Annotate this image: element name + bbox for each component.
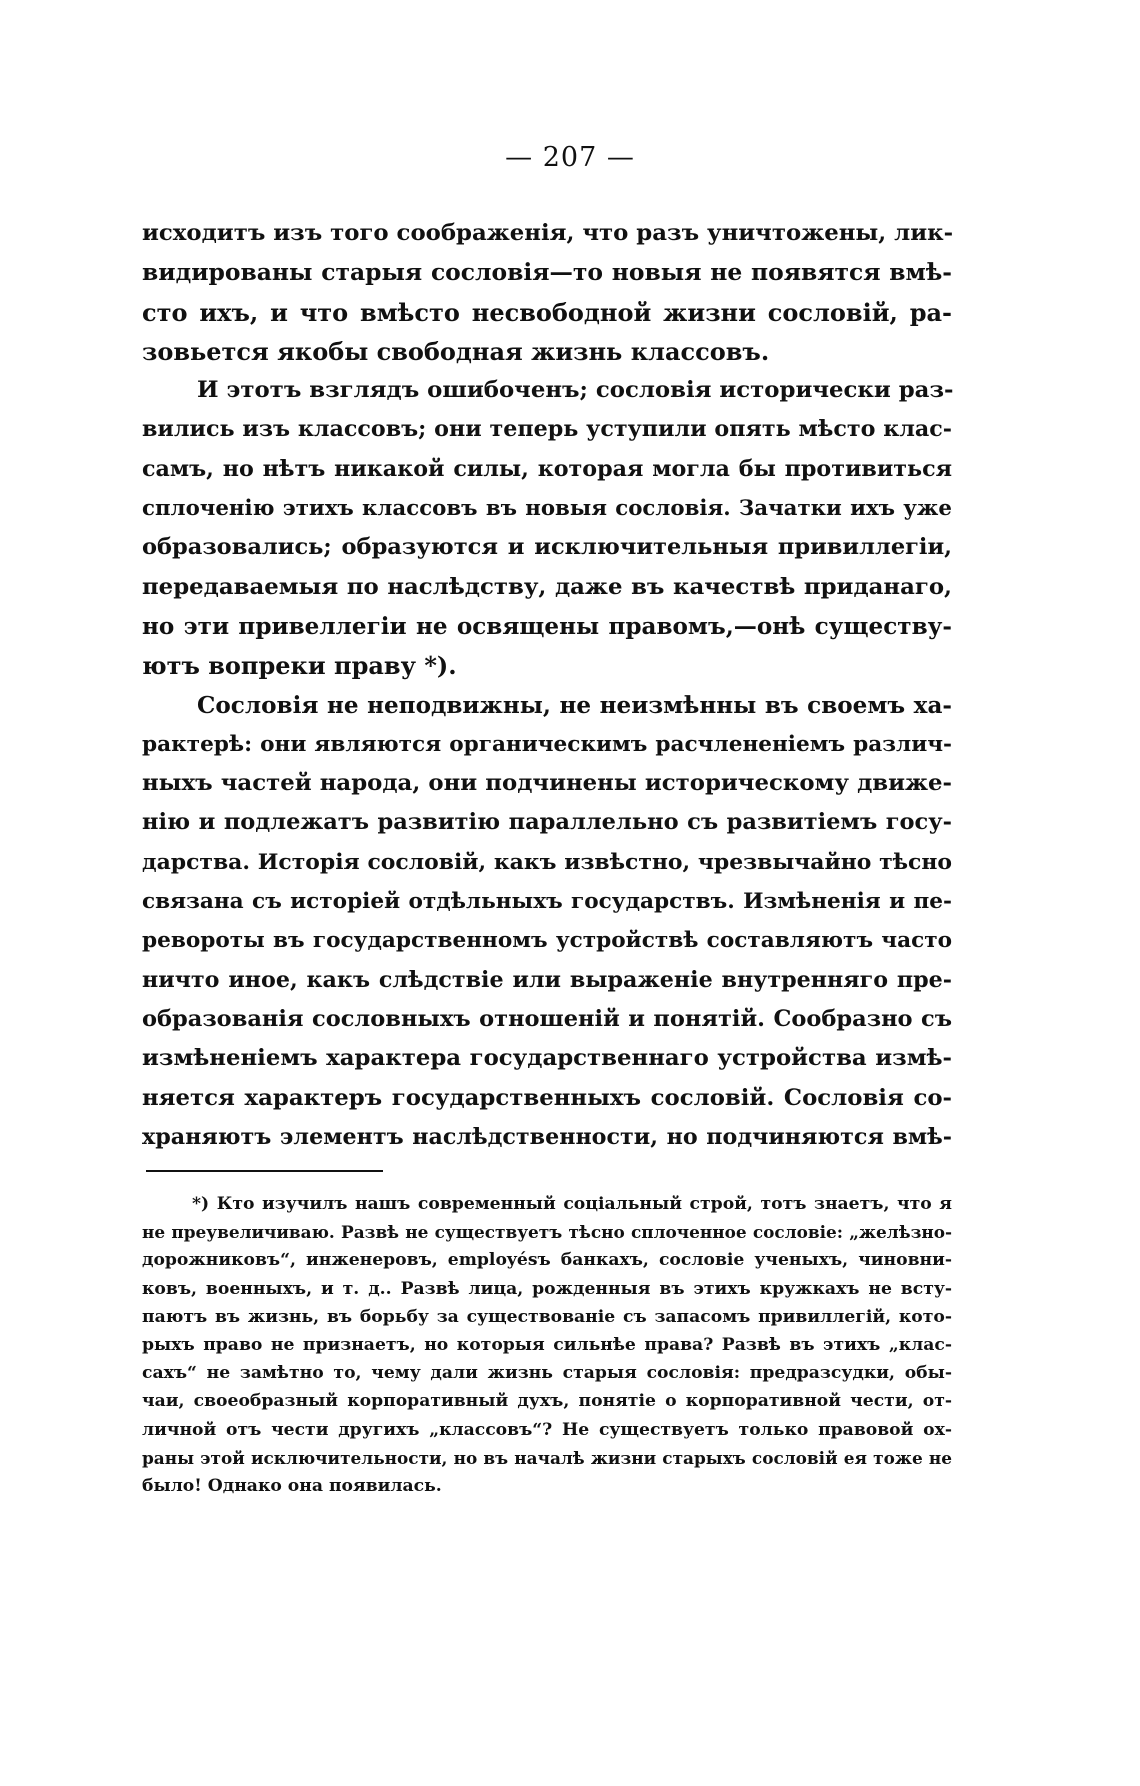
- text-line: И этотъ взглядъ ошибоченъ; сословія исторически раз-: [197, 377, 954, 404]
- footnote-line: чаи, своеобразный корпоративный духъ, понятіе о корпоративной чести, от-: [142, 1391, 952, 1412]
- text-line: няется характеръ государственныхъ сословій. Сословія со-: [142, 1084, 952, 1111]
- footnote-line: раны этой исключительности, но въ началѣ жизни старыхъ сословій ея тоже не: [142, 1447, 952, 1468]
- text-line: передаваемыя по наслѣдству, даже въ качествѣ приданаго,: [142, 573, 952, 600]
- text-line: рактерѣ: они являются органическимъ расчлененіемъ различ-: [142, 731, 952, 757]
- text-line: ютъ вопреки праву *).: [142, 651, 457, 681]
- footnote-line: рыхъ право не признаетъ, но которыя сильнѣе права? Развѣ въ этихъ „клас-: [142, 1334, 952, 1355]
- text-line: но эти привеллегіи не освящены правомъ,—онѣ существу-: [142, 612, 952, 640]
- text-line: Сословія не неподвижны, не неизмѣнны въ своемъ ха-: [197, 691, 952, 719]
- footnote-line: не преувеличиваю. Развѣ не существуетъ тѣсно сплоченное сословіе: „желѣзно-: [142, 1222, 952, 1243]
- text-line: нію и подлежатъ развитію параллельно съ развитіемъ госу-: [142, 809, 952, 836]
- text-line: сплоченію этихъ классовъ въ новыя сословія. Зачатки ихъ уже: [142, 496, 952, 522]
- text-line: образовались; образуются и исключительныя привиллегіи,: [142, 534, 952, 561]
- footnote-line: *) Кто изучилъ нашъ современный соціальный строй, тотъ знаетъ, что я: [192, 1194, 952, 1214]
- text-line: исходитъ изъ того соображенія, что разъ уничтожены, лик-: [142, 220, 954, 246]
- footnote-line: сахъ“ не замѣтно то, чему дали жизнь старыя сословія: предразсудки, обы-: [142, 1363, 952, 1384]
- text-line: вились изъ классовъ; они теперь уступили опять мѣсто клас-: [142, 416, 952, 443]
- footnote-line: паютъ въ жизнь, въ борьбу за существованіе съ запасомъ привиллегій, кото-: [142, 1306, 952, 1327]
- text-line: видированы старыя сословія—то новыя не появятся вмѣ-: [142, 258, 952, 287]
- footnote-line: дорожниковъ“, инженеровъ, employésъ банкахъ, сословіе ученыхъ, чиновни-: [142, 1250, 952, 1271]
- text-line: связана съ исторіей отдѣльныхъ государствъ. Измѣненія и пе-: [142, 889, 952, 915]
- footnote-line: ковъ, военныхъ, и т. д.. Развѣ лица, рожденныя въ этихъ кружкахъ не всту-: [142, 1278, 952, 1299]
- text-line: ныхъ частей народа, они подчинены историческому движе-: [142, 770, 952, 797]
- footnote: [142, 1190, 952, 1500]
- page-number: — 207 —: [505, 142, 635, 173]
- text-line: сто ихъ, и что вмѣсто несвободной жизни сословій, ра-: [142, 297, 952, 327]
- footnote-line: было! Однако она появилась.: [142, 1475, 442, 1496]
- main-text: [142, 214, 952, 1157]
- text-line: зовьется якобы свободная жизнь классовъ.: [142, 336, 770, 366]
- text-line: храняютъ элементъ наслѣдственности, но подчиняются вмѣ-: [142, 1123, 952, 1150]
- footnote-line: личной отъ чести другихъ „классовъ“? Не существуетъ только правовой ох-: [142, 1419, 952, 1440]
- text-line: ничто иное, какъ слѣдствіе или выраженіе внутренняго пре-: [142, 966, 952, 993]
- text-line: самъ, но нѣтъ никакой силы, которая могла бы противиться: [142, 455, 952, 482]
- text-line: образованія сословныхъ отношеній и понятій. Сообразно съ: [142, 1005, 952, 1032]
- footnote-divider: [146, 1170, 383, 1172]
- text-line: измѣненіемъ характера государственнаго устройства измѣ-: [142, 1045, 952, 1072]
- text-line: дарства. Исторія сословій, какъ извѣстно, чрезвычайно тѣсно: [142, 848, 952, 875]
- text-line: ревороты въ государственномъ устройствѣ составляютъ часто: [142, 928, 952, 954]
